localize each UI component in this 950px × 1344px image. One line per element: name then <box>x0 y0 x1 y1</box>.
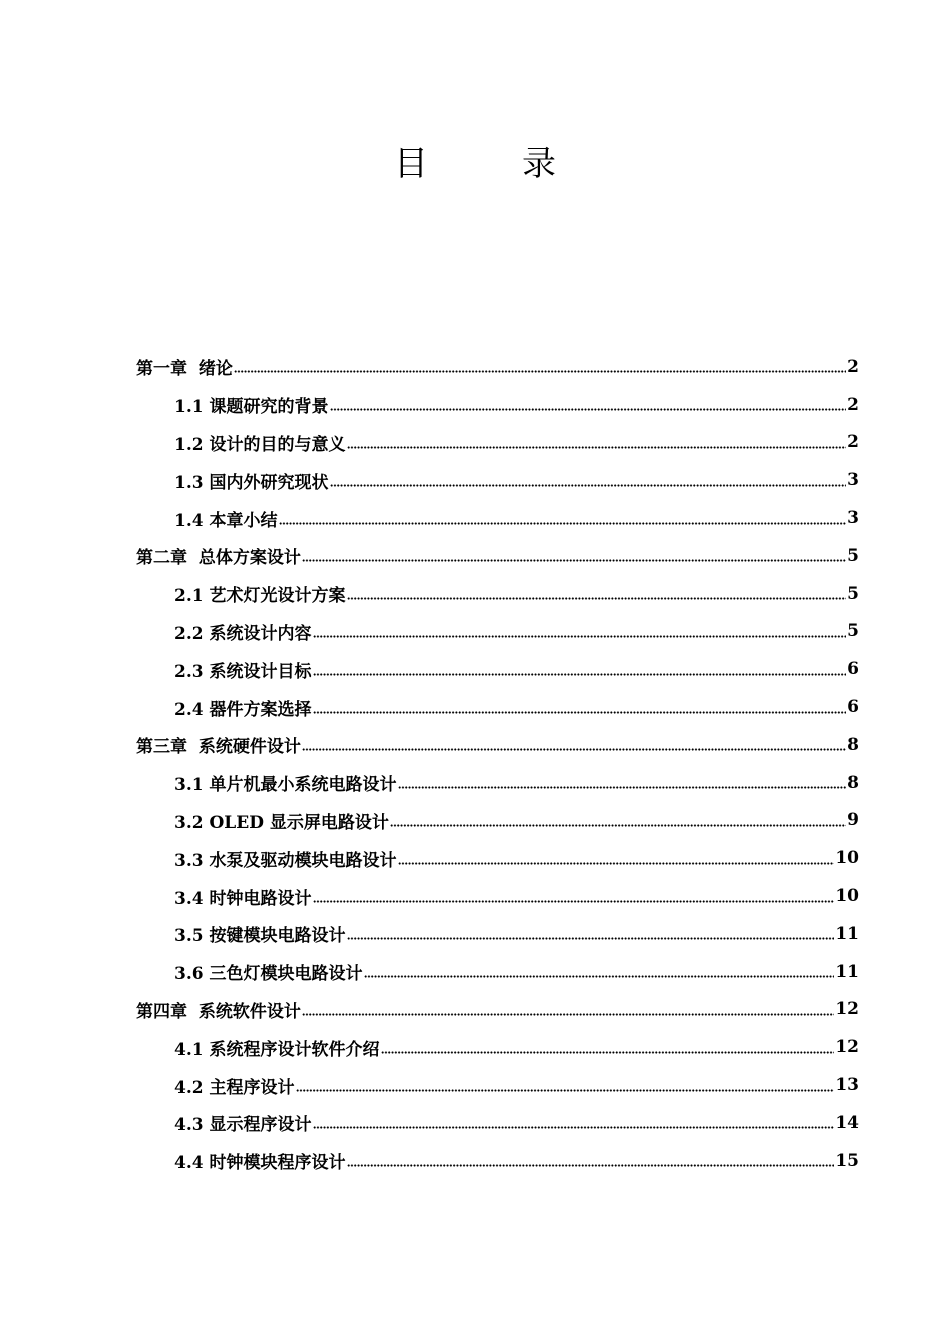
toc-dot-leader <box>234 369 846 375</box>
toc-chapter-entry[interactable] <box>0 537 950 575</box>
toc-section-entry[interactable] <box>0 877 950 915</box>
toc-dot-leader <box>364 974 835 980</box>
toc-dot-leader <box>296 1087 835 1093</box>
toc-page-number: 6 <box>847 697 859 718</box>
toc-section-entry[interactable] <box>0 1104 950 1142</box>
toc-section-entry[interactable] <box>0 386 950 424</box>
toc-page-number: 11 <box>835 923 859 944</box>
toc-page-number: 2 <box>847 394 859 415</box>
toc-page-number: 15 <box>835 1150 859 1171</box>
toc-section-entry[interactable] <box>0 764 950 802</box>
toc-page-number: 10 <box>835 848 859 869</box>
toc-dot-leader <box>398 785 847 791</box>
toc-page-number: 6 <box>847 659 859 680</box>
toc-entry-label: 4.1 系统程序设计软件介绍 <box>174 1039 380 1060</box>
toc-dot-leader <box>330 482 847 488</box>
toc-dot-leader <box>302 1011 834 1017</box>
toc-dot-leader <box>313 633 847 639</box>
toc-entry-label: 4.3 显示程序设计 <box>174 1115 312 1136</box>
toc-page-number: 11 <box>835 961 859 982</box>
toc-entry-label: 4.2 主程序设计 <box>174 1077 295 1098</box>
toc-section-entry[interactable] <box>0 1142 950 1180</box>
toc-dot-leader <box>347 596 847 602</box>
toc-page-number: 5 <box>847 621 859 642</box>
toc-section-entry[interactable] <box>0 650 950 688</box>
toc-entry-label: 3.1 单片机最小系统电路设计 <box>174 775 397 796</box>
toc-entry-label: 1.4 本章小结 <box>174 510 278 531</box>
toc-entry-label: 2.4 器件方案选择 <box>174 699 312 720</box>
toc-entry-label: 3.4 时钟电路设计 <box>174 888 312 909</box>
toc-dot-leader <box>279 520 847 526</box>
toc-chapter-entry[interactable] <box>0 348 950 386</box>
toc-page-number: 3 <box>847 508 859 529</box>
toc-chapter-entry[interactable] <box>0 991 950 1029</box>
toc-entry-label: 1.3 国内外研究现状 <box>174 472 329 493</box>
toc-dot-leader <box>347 936 835 942</box>
toc-page-number: 9 <box>847 810 859 831</box>
toc-dot-leader <box>398 860 835 866</box>
toc-entry-label: 4.4 时钟模块程序设计 <box>174 1153 346 1174</box>
toc-entry-label: 3.6 三色灯模块电路设计 <box>174 964 363 985</box>
toc-entry-label: 1.2 设计的目的与意义 <box>174 434 346 455</box>
page-title: 目 录 <box>394 144 586 184</box>
toc-dot-leader <box>313 898 835 904</box>
toc-page-number: 14 <box>835 1112 859 1133</box>
toc-page-number: 13 <box>835 1075 859 1096</box>
toc-dot-leader <box>347 444 847 450</box>
toc-section-entry[interactable] <box>0 802 950 840</box>
toc-section-entry[interactable] <box>0 688 950 726</box>
toc-dot-leader <box>313 671 847 677</box>
toc-page-number: 8 <box>847 734 859 755</box>
toc-dot-leader <box>302 558 846 564</box>
toc-entry-label: 第三章 系统硬件设计 <box>136 737 301 758</box>
toc-section-entry[interactable] <box>0 499 950 537</box>
toc-entry-label: 3.5 按键模块电路设计 <box>174 926 346 947</box>
toc-entry-label: 第四章 系统软件设计 <box>136 1001 301 1022</box>
toc-dot-leader <box>330 407 847 413</box>
toc-entry-label: 2.2 系统设计内容 <box>174 623 312 644</box>
toc-page-number: 5 <box>847 545 859 566</box>
toc-section-entry[interactable] <box>0 575 950 613</box>
toc-dot-leader <box>381 1049 835 1055</box>
toc-section-entry[interactable] <box>0 613 950 651</box>
table-of-contents <box>0 348 950 1180</box>
toc-entry-label: 2.3 系统设计目标 <box>174 661 312 682</box>
toc-entry-label: 3.3 水泵及驱动模块电路设计 <box>174 850 397 871</box>
toc-section-entry[interactable] <box>0 953 950 991</box>
toc-entry-label: 2.1 艺术灯光设计方案 <box>174 586 346 607</box>
toc-dot-leader <box>347 1163 835 1169</box>
toc-entry-label: 第一章 绪论 <box>136 359 233 380</box>
toc-section-entry[interactable] <box>0 839 950 877</box>
toc-entry-label: 1.1 课题研究的背景 <box>174 397 329 418</box>
toc-page-number: 12 <box>835 1037 859 1058</box>
toc-page-number: 12 <box>835 999 859 1020</box>
toc-entry-label: 第二章 总体方案设计 <box>136 548 301 569</box>
toc-dot-leader <box>313 1125 835 1131</box>
toc-dot-leader <box>390 822 846 828</box>
toc-section-entry[interactable] <box>0 461 950 499</box>
toc-dot-leader <box>302 747 846 753</box>
toc-entry-label: 3.2 OLED 显示屏电路设计 <box>174 812 389 833</box>
toc-page-number: 5 <box>847 583 859 604</box>
toc-section-entry[interactable] <box>0 424 950 462</box>
toc-section-entry[interactable] <box>0 915 950 953</box>
toc-page-number: 8 <box>847 772 859 793</box>
toc-page-number: 10 <box>835 886 859 907</box>
toc-section-entry[interactable] <box>0 1028 950 1066</box>
toc-dot-leader <box>313 709 847 715</box>
toc-page-number: 2 <box>847 432 859 453</box>
toc-page-number: 2 <box>847 356 859 377</box>
toc-chapter-entry[interactable] <box>0 726 950 764</box>
toc-page-number: 3 <box>847 470 859 491</box>
toc-section-entry[interactable] <box>0 1066 950 1104</box>
